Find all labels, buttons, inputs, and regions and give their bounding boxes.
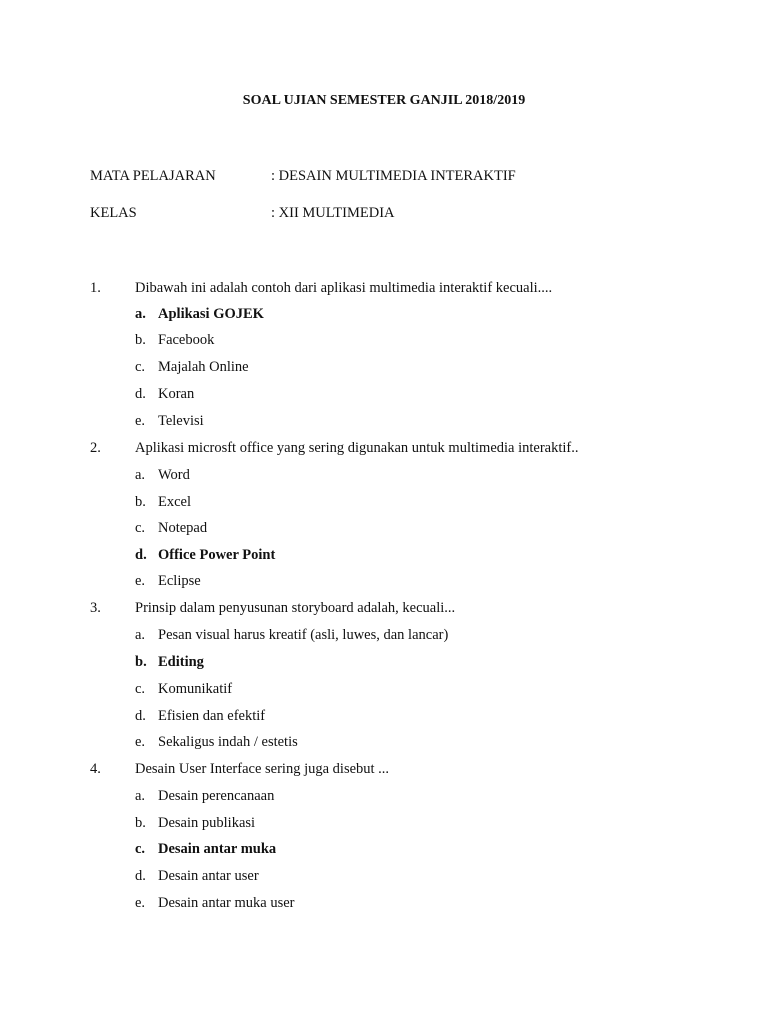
option-text: Office Power Point xyxy=(158,547,276,563)
option-4a xyxy=(135,788,695,808)
option-1d xyxy=(135,386,695,406)
question-3 xyxy=(90,600,710,620)
question-text: Prinsip dalam penyusunan storyboard adalah, kecuali... xyxy=(135,600,456,616)
option-text: Televisi xyxy=(158,413,204,429)
option-text: Desain antar muka user xyxy=(158,895,295,911)
question-4 xyxy=(90,761,710,781)
option-letter: e. xyxy=(135,573,146,589)
option-3a xyxy=(135,627,695,647)
meta-label-class: KELAS xyxy=(90,205,137,221)
option-text: Eclipse xyxy=(158,573,201,589)
option-letter: d. xyxy=(135,868,146,884)
option-letter: c. xyxy=(135,359,146,375)
option-text: Word xyxy=(158,467,190,483)
option-text: Excel xyxy=(158,494,192,510)
option-letter: a. xyxy=(135,467,146,483)
option-letter: a. xyxy=(135,306,146,322)
option-1c xyxy=(135,359,695,379)
option-letter: e. xyxy=(135,895,146,911)
option-2d xyxy=(135,547,695,567)
meta-value-subject: : DESAIN MULTIMEDIA INTERAKTIF xyxy=(271,168,516,184)
option-3e xyxy=(135,734,695,754)
option-3d xyxy=(135,708,695,728)
option-1a xyxy=(135,306,695,326)
option-2a xyxy=(135,467,695,487)
option-letter: d. xyxy=(135,386,146,402)
option-letter: e. xyxy=(135,734,146,750)
question-1 xyxy=(90,280,710,300)
option-letter: b. xyxy=(135,654,147,670)
option-text: Komunikatif xyxy=(158,681,233,697)
option-text: Notepad xyxy=(158,520,208,536)
option-1e xyxy=(135,413,695,433)
option-4e xyxy=(135,895,695,915)
question-text: Desain User Interface sering juga disebut ... xyxy=(135,761,390,777)
option-letter: d. xyxy=(135,708,146,724)
document-title: SOAL UJIAN SEMESTER GANJIL 2018/2019 xyxy=(242,93,526,108)
question-number: 1. xyxy=(90,280,101,296)
question-number: 3. xyxy=(90,600,101,616)
option-letter: b. xyxy=(135,494,146,510)
option-text: Facebook xyxy=(158,332,215,348)
option-4c xyxy=(135,841,695,861)
question-number: 4. xyxy=(90,761,101,777)
option-2c xyxy=(135,520,695,540)
question-number: 2. xyxy=(90,440,101,456)
option-letter: b. xyxy=(135,332,146,348)
option-text: Desain antar user xyxy=(158,868,259,884)
meta-label-subject: MATA PELAJARAN xyxy=(90,168,216,184)
option-letter: a. xyxy=(135,627,146,643)
option-text: Sekaligus indah / estetis xyxy=(158,734,298,750)
option-text: Majalah Online xyxy=(158,359,249,375)
question-text: Aplikasi microsft office yang sering digunakan untuk multimedia interaktif.. xyxy=(135,440,579,456)
option-3c xyxy=(135,681,695,701)
option-letter: c. xyxy=(135,681,146,697)
option-3b xyxy=(135,654,695,674)
option-letter: c. xyxy=(135,520,146,536)
meta-row-class xyxy=(90,205,690,225)
option-text: Efisien dan efektif xyxy=(158,708,266,724)
option-text: Desain antar muka xyxy=(158,841,277,857)
option-text: Koran xyxy=(158,386,195,402)
option-text: Desain perencanaan xyxy=(158,788,275,804)
option-text: Desain publikasi xyxy=(158,815,256,831)
option-4d xyxy=(135,868,695,888)
option-letter: c. xyxy=(135,841,146,857)
option-2e xyxy=(135,573,695,593)
question-2 xyxy=(90,440,710,460)
option-text: Editing xyxy=(158,654,204,670)
option-letter: a. xyxy=(135,788,146,804)
option-text: Pesan visual harus kreatif (asli, luwes, dan lancar) xyxy=(158,627,449,643)
option-2b xyxy=(135,494,695,514)
meta-row-subject xyxy=(90,168,690,188)
option-letter: b. xyxy=(135,815,146,831)
option-letter: e. xyxy=(135,413,146,429)
option-text: Aplikasi GOJEK xyxy=(158,306,264,322)
option-4b xyxy=(135,815,695,835)
option-1b xyxy=(135,332,695,352)
option-letter: d. xyxy=(135,547,147,563)
meta-value-class: : XII MULTIMEDIA xyxy=(271,205,395,221)
question-text: Dibawah ini adalah contoh dari aplikasi multimedia interaktif kecuali.... xyxy=(135,280,553,296)
